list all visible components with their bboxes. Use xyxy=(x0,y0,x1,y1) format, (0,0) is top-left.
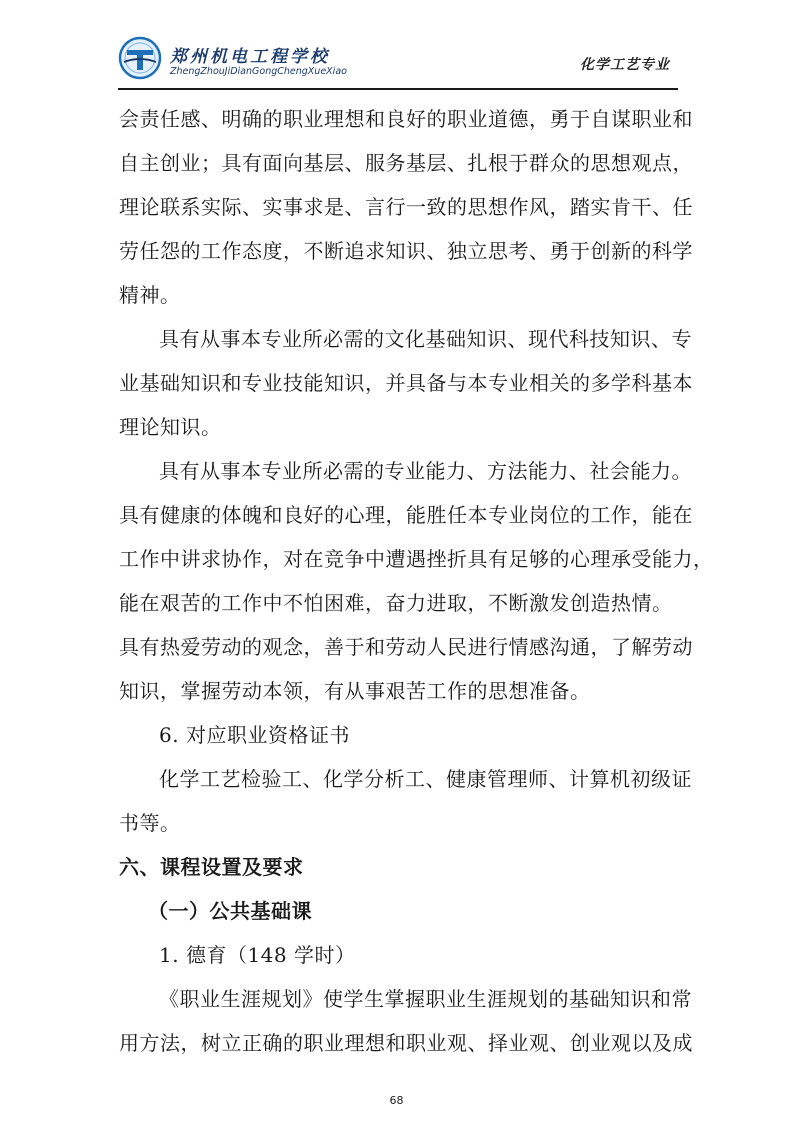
body-line: 理论联系实际、实事求是、言行一致的思想作风，踏实肯干、任 xyxy=(119,195,693,219)
body-line: 具有从事本专业所必需的文化基础知识、现代科技知识、专 xyxy=(159,327,692,351)
body-line: 理论知识。 xyxy=(119,415,222,439)
body-line: 劳任怨的工作态度，不断追求知识、独立思考、勇于创新的科学 xyxy=(119,239,693,263)
body-line: 具有热爱劳动的观念，善于和劳动人民进行情感沟通，了解劳动 xyxy=(119,635,693,659)
body-line: 会责任感、明确的职业理想和良好的职业道德，勇于自谋职业和 xyxy=(119,107,693,131)
body-line: 用方法，树立正确的职业理想和职业观、择业观、创业观以及成 xyxy=(119,1031,693,1055)
body-line: 《职业生涯规划》使学生掌握职业生涯规划的基础知识和常 xyxy=(159,987,692,1011)
body-line: 书等。 xyxy=(119,811,181,835)
major-title: 化学工艺专业 xyxy=(580,57,670,73)
page-header xyxy=(118,36,678,96)
header-divider xyxy=(118,88,678,90)
body-line: 自主创业；具有面向基层、服务基层、扎根于群众的思想观点， xyxy=(119,151,693,175)
body-line: 具有健康的体魄和良好的心理，能胜任本专业岗位的工作，能在 xyxy=(119,503,693,527)
section-subheading: 6. 对应职业资格证书 xyxy=(159,723,350,747)
section-heading: 六、课程设置及要求 xyxy=(119,855,304,879)
body-line: 业基础知识和专业技能知识，并具备与本专业相关的多学科基本 xyxy=(119,371,693,395)
body-line: 知识，掌握劳动本领，有从事艰苦工作的思想准备。 xyxy=(119,679,591,703)
page-number: 68 xyxy=(389,1094,404,1107)
subsection-heading: （一）公共基础课 xyxy=(148,899,312,923)
school-name-en: ZhengZhouJiDianGongChengXueXiao xyxy=(170,66,347,77)
body-line: 精神。 xyxy=(119,283,181,307)
school-logo-icon xyxy=(118,36,162,80)
school-name-cn: 郑州机电工程学校 xyxy=(170,47,330,67)
body-line: 工作中讲求协作，对在竞争中遭遇挫折具有足够的心理承受能力， xyxy=(119,547,714,571)
body-line: 具有从事本专业所必需的专业能力、方法能力、社会能力。 xyxy=(159,459,692,483)
body-line: 化学工艺检验工、化学分析工、健康管理师、计算机初级证 xyxy=(159,767,692,791)
course-heading: 1. 德育（148 学时） xyxy=(159,943,356,967)
body-line: 能在艰苦的工作中不怕困难，奋力进取，不断激发创造热情。 xyxy=(119,591,673,615)
